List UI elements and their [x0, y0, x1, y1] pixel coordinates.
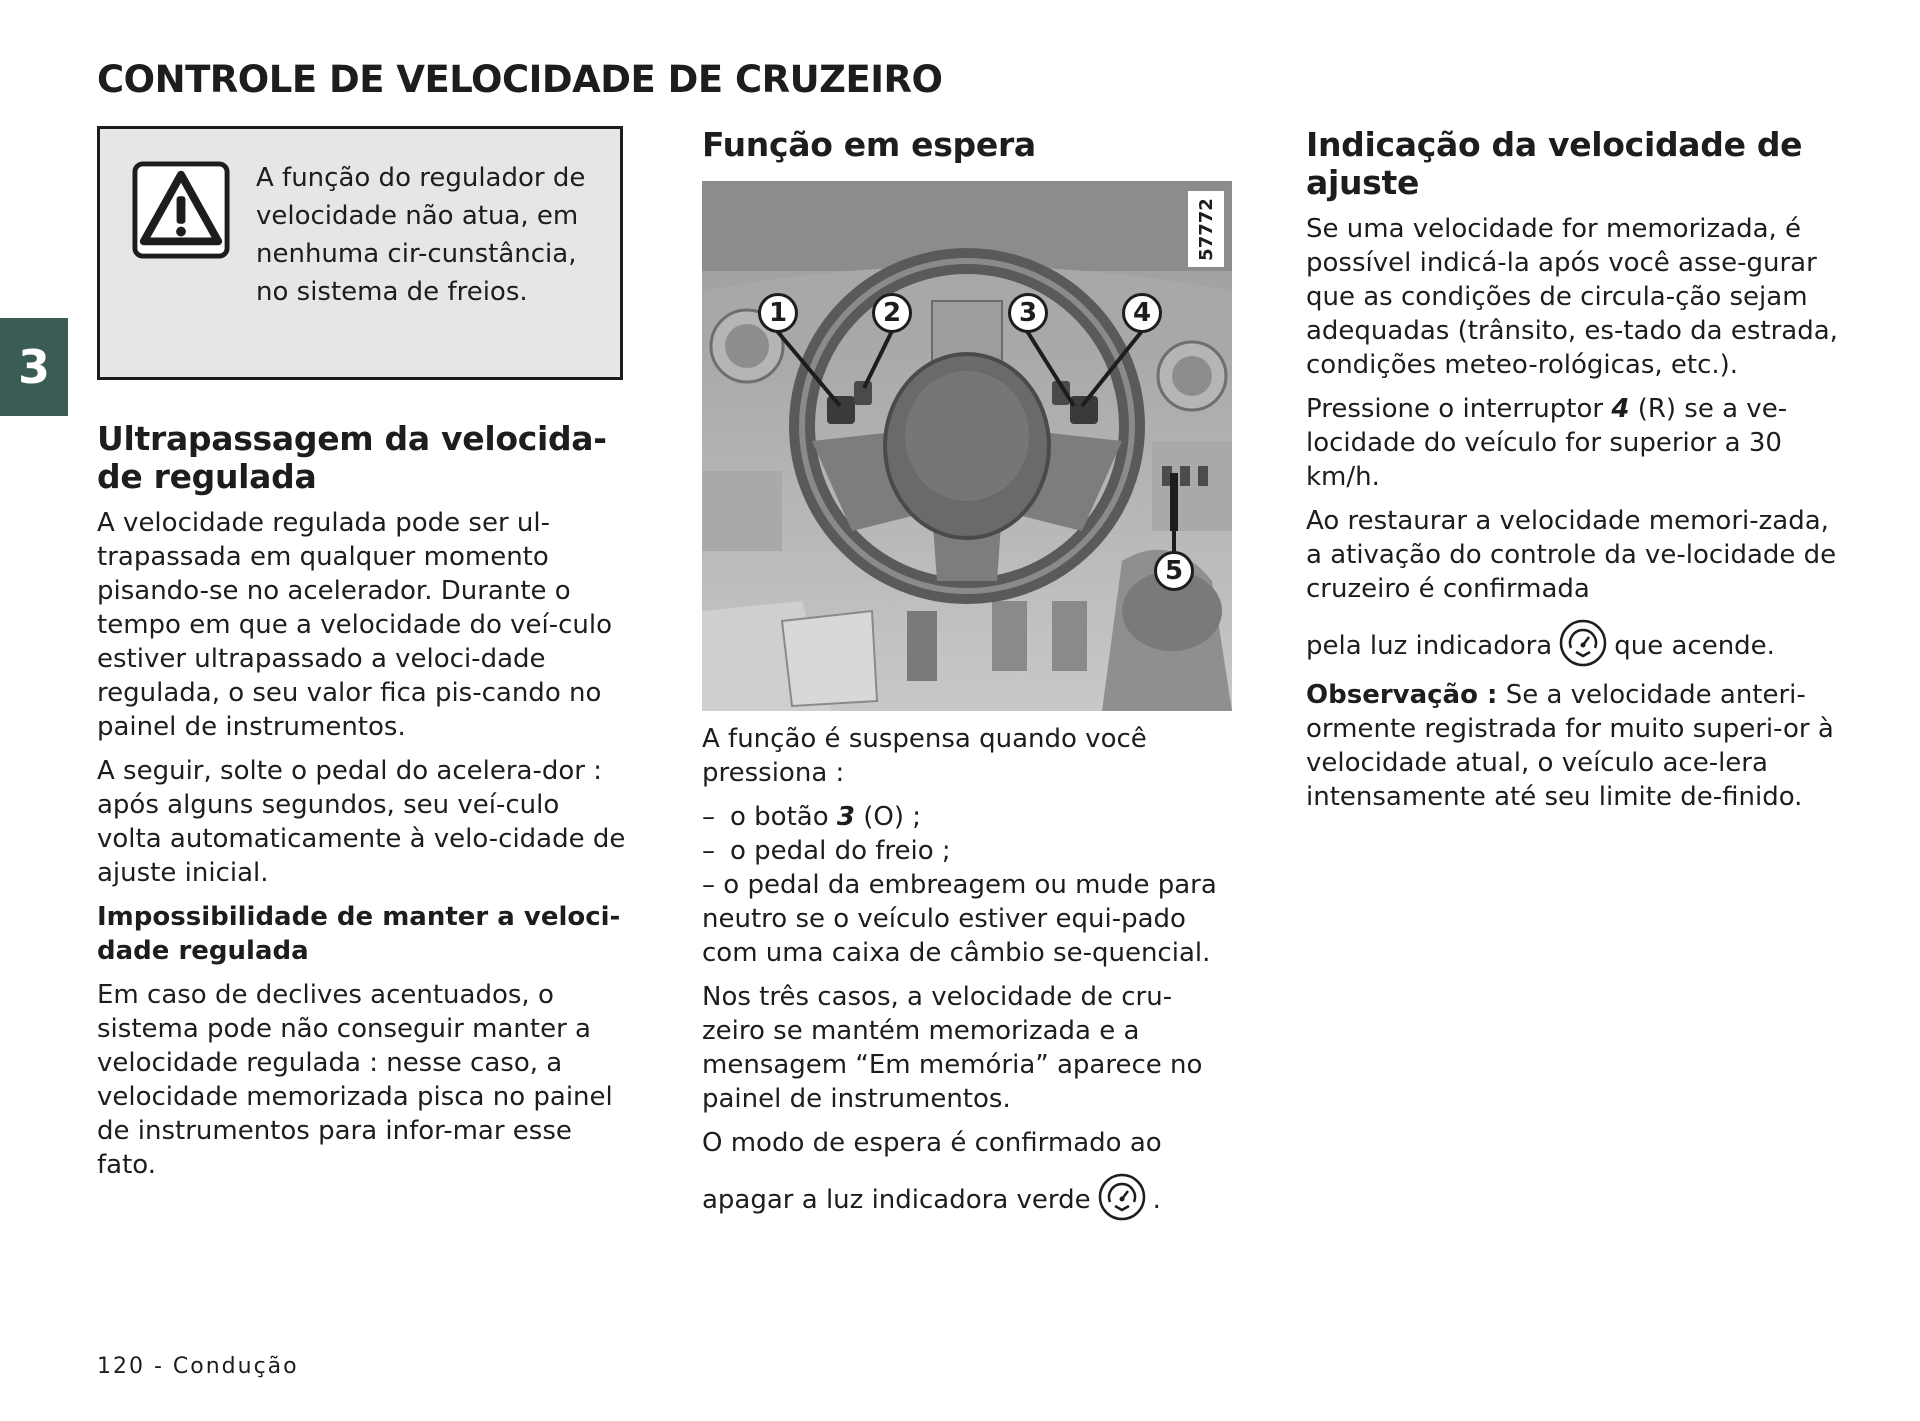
- page-footer: 120 - Condução: [97, 1354, 299, 1379]
- figure-reference-label: 57772: [1188, 191, 1224, 267]
- item-button-text: o botão: [730, 802, 829, 832]
- chapter-number: 3: [17, 340, 50, 394]
- item-button-suffix: (O) ;: [863, 802, 922, 832]
- restore-paragraph-end: [1306, 618, 1846, 668]
- overtaking-heading: Ultrapassagem da velocida-de regulada: [97, 419, 607, 496]
- chapter-tab: [0, 318, 68, 416]
- warning-text-block: [130, 159, 598, 311]
- standby-heading: Função em espera: [702, 125, 1036, 164]
- note-label: Observação :: [1306, 680, 1498, 710]
- item-brake-text: o pedal do freio ;: [730, 836, 951, 866]
- button-number: 3: [836, 802, 855, 832]
- overtaking-paragraph: A velocidade regulada pode ser ul-trapassada em qualquer momento pisando-se no acelerador. Durante o tempo em que a velocidade do veí-culo estiver ultrapassado a veloci-dade regulada, o seu valor fica pis-cando no painel de instrumentos.: [97, 508, 613, 742]
- memorized-speed-paragraph: Se uma velocidade for memorizada, é possível indicá-la após você asse-gurar que as condições de circula-ção sejam adequadas (trânsito, es-tado da estrada, condições meteo-rológicas, etc.).: [1306, 214, 1838, 380]
- standby-confirm-line1: O modo de espera é confirmado ao: [702, 1128, 1162, 1158]
- callout-5: 5: [1154, 551, 1194, 591]
- standby-confirm-end: .: [1152, 1185, 1161, 1215]
- note-text: Se a velocidade anteri-ormente registrada for muito superi-or à velocidade atual, o veículo ace-lera intensamente até seu limite de-finido.: [1306, 680, 1834, 812]
- standby-confirm-line2: [702, 1172, 1232, 1222]
- list-item: [702, 834, 1232, 868]
- middle-column-text: [702, 722, 1232, 1232]
- maintain-speed-subheading: Impossibilidade de manter a veloci-dade regulada: [97, 902, 621, 966]
- steering-wheel-figure: [702, 181, 1232, 711]
- list-item: [702, 800, 1232, 834]
- standby-confirm-text: apagar a luz indicadora verde: [702, 1185, 1091, 1215]
- left-column: [97, 420, 627, 1192]
- right-column: [1306, 126, 1846, 824]
- suspend-list: [702, 800, 1232, 970]
- press-switch-paragraph: [1306, 392, 1846, 494]
- switch-number: 4: [1611, 394, 1630, 424]
- three-cases-paragraph: Nos três casos, a velocidade de cru-zeiro se mantém memorizada e a mensagem “Em memória” aparece no painel de instrumentos.: [702, 982, 1203, 1114]
- steering-wheel-illustration: [702, 181, 1232, 711]
- callout-3: 3: [1008, 293, 1048, 333]
- restore-indicator-suffix: que acende.: [1614, 631, 1775, 661]
- callout-2: 2: [872, 293, 912, 333]
- suspend-intro: A função é suspensa quando você pressiona :: [702, 724, 1147, 788]
- item-clutch-text: o pedal da embreagem ou mude para neutro se o veículo estiver equi-pado com uma caixa de câmbio se-quencial.: [702, 870, 1217, 968]
- slopes-paragraph: Em caso de declives acentuados, o sistema pode não conseguir manter a velocidade regulada : nesse caso, a velocidade memorizada pisca no painel de instrumentos para infor-mar esse fato.: [97, 980, 613, 1180]
- callout-4: 4: [1122, 293, 1162, 333]
- restore-indicator-text: pela luz indicadora: [1306, 631, 1553, 661]
- release-pedal-paragraph: A seguir, solte o pedal do acelera-dor : após alguns segundos, seu veí-culo volta automaticamente à velo-cidade de ajuste inicial.: [97, 756, 626, 888]
- warning-text: A função do regulador de velocidade não atua, em nenhuma cir-cunstância, no sistema de freios.: [256, 163, 586, 307]
- warning-box: [97, 126, 623, 380]
- set-speed-heading: Indicação da velocidade de ajuste: [1306, 125, 1803, 202]
- note-paragraph: [1306, 678, 1846, 814]
- cruise-control-indicator-icon: [1097, 1172, 1147, 1222]
- press-switch-text: Pressione o interruptor: [1306, 394, 1604, 424]
- list-dash: –: [702, 802, 715, 832]
- page-title: CONTROLE DE VELOCIDADE DE CRUZEIRO: [97, 58, 943, 101]
- callout-1: 1: [758, 293, 798, 333]
- cruise-control-indicator-icon: [1558, 618, 1608, 668]
- restore-paragraph: Ao restaurar a velocidade memori-zada, a ativação do controle da ve-locidade de cruzeiro é confirmada: [1306, 506, 1837, 604]
- list-dash: –: [702, 836, 715, 866]
- middle-column: [702, 126, 1232, 174]
- press-switch-suffix: (R) se a ve-locidade do veículo for superior a 30 km/h.: [1306, 394, 1788, 492]
- list-dash: –: [702, 870, 715, 900]
- list-item: [702, 868, 1232, 970]
